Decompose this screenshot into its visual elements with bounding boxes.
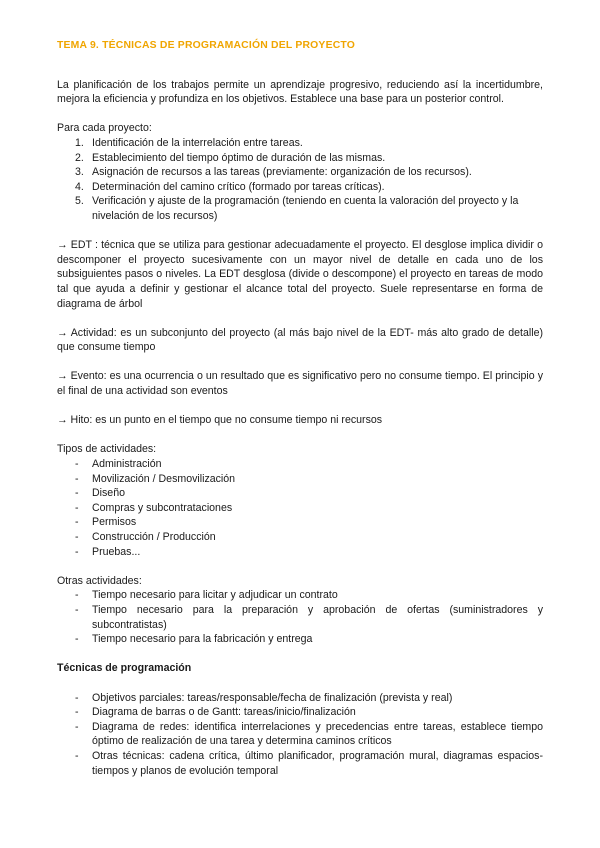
bullet: - <box>75 458 79 471</box>
list-item-text: Diseño <box>92 487 125 500</box>
other-activities-list <box>57 588 543 646</box>
list-item-text: Verificación y ajuste de la programación (teniendo en cuenta la valoración del proyecto y la nivelación de los recursos) <box>92 195 519 222</box>
bullet: - <box>75 516 79 529</box>
evento-definition: → Evento: es una ocurrencia o un resultado que es significativo pero no consume tiempo. El principio y el final de una actividad son eventos <box>57 370 543 398</box>
actividad-definition: → Actividad: es un subconjunto del proyecto (al más bajo nivel de la EDT- más alto grado de detalle) que consume tiempo <box>57 326 543 354</box>
list-item <box>57 515 543 530</box>
list-number: 1. <box>75 136 84 149</box>
bullet: - <box>75 720 79 733</box>
list-item-text: Identificación de la interrelación entre tareas. <box>92 136 303 149</box>
list-item-text: Administración <box>92 458 162 471</box>
bullet: - <box>75 589 79 602</box>
list-number: 5. <box>75 195 84 208</box>
bullet: - <box>75 545 79 558</box>
list-item <box>57 486 543 501</box>
other-activities-heading: Otras actividades: <box>57 574 142 587</box>
list-item <box>57 588 543 603</box>
bullet: - <box>75 691 79 704</box>
bullet: - <box>75 706 79 719</box>
list-item <box>57 691 543 706</box>
list-item-text: Otras técnicas: cadena crítica, último planificador, programación mural, diagramas espacios-tiempos y planos de evolución temporal <box>92 749 543 777</box>
list-number: 4. <box>75 180 84 193</box>
list-item-text: Asignación de recursos a las tareas (previamente: organización de los recursos). <box>92 166 472 179</box>
list-item-text: Tiempo necesario para la preparación y aprobación de ofertas (suministradores y subcontratistas) <box>92 603 543 631</box>
list-item-text: Movilización / Desmovilización <box>92 472 236 485</box>
list-item <box>57 180 543 195</box>
list-item <box>57 530 543 545</box>
list-item <box>57 720 543 749</box>
list-item-text: Tiempo necesario para licitar y adjudicar un contrato <box>92 589 338 602</box>
list-item <box>57 749 543 778</box>
list-item-text: Establecimiento del tiempo óptimo de duración de las mismas. <box>92 151 386 164</box>
activity-types-list <box>57 457 543 559</box>
bullet: - <box>75 749 79 762</box>
list-item-text: Diagrama de barras o de Gantt: tareas/inicio/finalización <box>92 706 356 719</box>
bullet: - <box>75 472 79 485</box>
bullet: - <box>75 487 79 500</box>
steps-heading: Para cada proyecto: <box>57 122 152 135</box>
document-content <box>57 39 543 778</box>
bullet: - <box>75 603 79 616</box>
list-item <box>57 151 543 166</box>
bullet: - <box>75 531 79 543</box>
list-item <box>57 603 543 632</box>
list-item-text: Objetivos parciales: tareas/responsable/fecha de finalización (prevista y real) <box>92 691 453 704</box>
list-item <box>57 472 543 487</box>
list-item-text: Permisos <box>92 516 137 529</box>
hito-definition: → Hito: es un punto en el tiempo que no consume tiempo ni recursos <box>57 414 383 427</box>
list-item-text: Determinación del camino crítico (formado por tareas críticas). <box>92 180 385 193</box>
edt-definition: → EDT : técnica que se utiliza para gestionar adecuadamente el proyecto. El desglose implica dividir o descomponer el proyecto sucesivamente con un mayor nivel de detalle en cada uno de los subsiguientes pasos o niveles. La EDT desglosa (divide o descompone) el proyecto en tareas de modo tal que ayuda a definir y gestionar el alcance total del proyecto. Suele representarse en forma de diagrama de árbol <box>57 239 543 310</box>
list-item <box>57 501 543 516</box>
techniques-heading: Técnicas de programación <box>57 662 192 675</box>
list-item <box>57 457 543 472</box>
list-item <box>57 545 543 560</box>
list-item-text: Construcción / Producción <box>92 531 216 543</box>
list-item <box>57 165 543 180</box>
activity-types-heading: Tipos de actividades: <box>57 443 157 456</box>
list-item <box>57 136 543 151</box>
list-number: 2. <box>75 151 84 164</box>
bullet: - <box>75 501 79 514</box>
list-number: 3. <box>75 166 84 179</box>
list-item-text: Tiempo necesario para la fabricación y entrega <box>92 633 313 646</box>
list-item <box>57 194 543 223</box>
techniques-list <box>57 691 543 779</box>
list-item-text: Diagrama de redes: identifica interrelaciones y precedencias entre tareas, establece tiempo óptimo de realización de una tarea y determina caminos críticos <box>92 720 543 748</box>
intro-paragraph: La planificación de los trabajos permite un aprendizaje progresivo, reduciendo así la incertidumbre, mejora la eficiencia y profundiza en los objetivos. Establece una base para un posterior control. <box>57 78 543 106</box>
steps-list <box>57 136 543 224</box>
list-item-text: Pruebas... <box>92 545 141 558</box>
list-item <box>57 705 543 720</box>
page-title: TEMA 9. TÉCNICAS DE PROGRAMACIÓN DEL PROYECTO <box>57 40 356 51</box>
bullet: - <box>75 633 79 646</box>
list-item <box>57 632 543 647</box>
list-item-text: Compras y subcontrataciones <box>92 501 233 514</box>
